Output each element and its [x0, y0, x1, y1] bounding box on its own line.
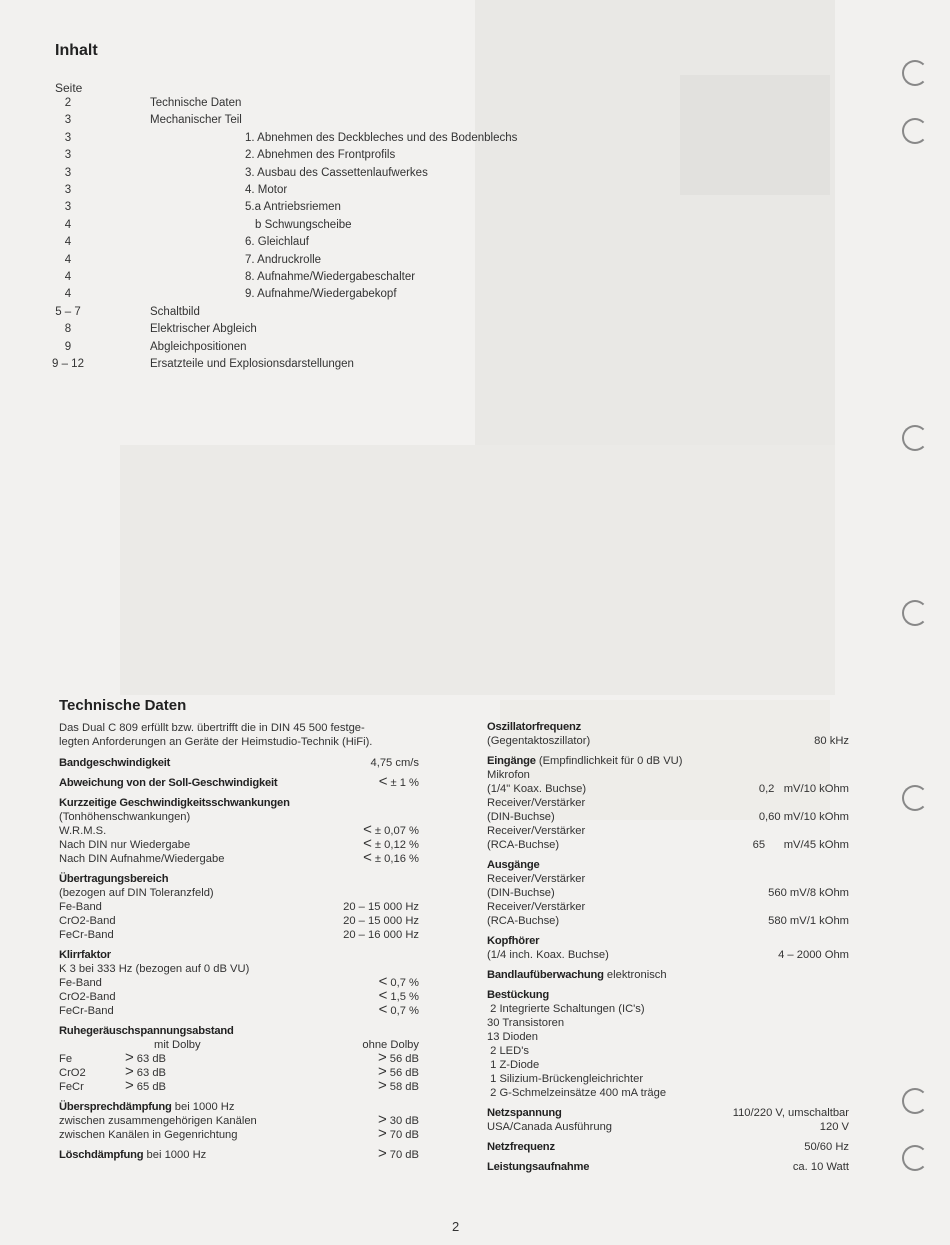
ruhe-ohne-sym: >	[377, 1049, 387, 1066]
band-value: 4,75 cm/s	[370, 757, 419, 769]
klirr-sub: K 3 bei 333 Hz (bezogen auf 0 dB VU)	[59, 963, 250, 975]
uber-row-value: 20 – 16 000 Hz	[343, 929, 419, 941]
bandlauf-label: Bandlaufüberwachung	[487, 969, 604, 981]
toc-page: 4	[64, 288, 72, 301]
toc-entry: 1. Abnehmen des Deckbleches und des Bodenblechs	[245, 131, 518, 144]
osz-value: 80 kHz	[814, 735, 849, 747]
abw-label: Abweichung von der Soll-Geschwindigkeit	[59, 777, 278, 789]
kurz-row-label: W.R.M.S.	[59, 825, 107, 837]
toc-seite-label: Seite	[55, 81, 83, 95]
toc-page: 3	[64, 201, 72, 214]
kurz-title: Kurzzeitige Geschwindigkeitsschwankungen	[59, 797, 290, 809]
ruhe-title: Ruhegeräuschspannungsabstand	[59, 1025, 234, 1037]
toc-entry: 7. Andruckrolle	[245, 253, 322, 266]
aus-line-label: (RCA-Buchse)	[487, 915, 560, 927]
ruhe-row-label: CrO2	[59, 1067, 86, 1079]
toc-entry: 5.a Antriebsriemen	[245, 201, 341, 214]
ubersp-row-label: zwischen zusammengehörigen Kanälen	[59, 1115, 257, 1127]
binder-hole-4	[902, 600, 928, 626]
kurz-sub: (Tonhöhenschwankungen)	[59, 811, 191, 823]
uber-row-value: 20 – 15 000 Hz	[343, 901, 419, 913]
ruhe-ohne-value: 56 dB	[389, 1053, 419, 1065]
leist-value: ca. 10 Watt	[792, 1161, 849, 1173]
ruhe-head-ohne: ohne Dolby	[362, 1039, 419, 1051]
tech-intro-line-1: Das Dual C 809 erfüllt bzw. übertrifft die in DIN 45 500 festge-	[59, 722, 365, 734]
kurz-row-value: ± 0,07 %	[374, 825, 419, 837]
ein-line-value: 0,60 mV/10 kOhm	[758, 811, 849, 823]
klirr-row-value: 0,7 %	[390, 977, 419, 989]
ein-line-label: Receiver/Verstärker	[487, 825, 586, 837]
kurz-row-label: Nach DIN Aufnahme/Wiedergabe	[59, 853, 225, 865]
klirr-row-label: FeCr-Band	[59, 1005, 114, 1017]
ruhe-ohne-value: 56 dB	[389, 1067, 419, 1079]
toc-entry: Elektrischer Abgleich	[150, 323, 257, 336]
binder-hole-2	[902, 118, 928, 144]
abw-sym: <	[378, 773, 388, 790]
binder-hole-6	[902, 1088, 928, 1114]
toc-page: 3	[64, 114, 72, 127]
ruhe-mit-value: 63 dB	[136, 1053, 167, 1065]
aus-line-value: 560 mV/8 kOhm	[768, 887, 849, 899]
netzf-value: 50/60 Hz	[804, 1141, 849, 1153]
kopf-value: 4 – 2000 Ohm	[778, 949, 849, 961]
toc-entry: Mechanischer Teil	[150, 114, 242, 127]
ubersp-row-label: zwischen Kanälen in Gegenrichtung	[59, 1129, 238, 1141]
uber-row-value: 20 – 15 000 Hz	[343, 915, 419, 927]
ubersp-row-value: 30 dB	[389, 1115, 419, 1127]
losch-label: Löschdämpfung	[59, 1149, 144, 1161]
toc-page: 3	[64, 131, 72, 144]
toc-entry: Schaltbild	[150, 305, 200, 318]
uber-title: Übertragungsbereich	[59, 873, 169, 885]
kopf-sub: (1/4 inch. Koax. Buchse)	[487, 949, 609, 961]
losch-suffix: bei 1000 Hz	[146, 1149, 207, 1161]
binder-hole-1	[902, 60, 928, 86]
ein-line-label: (DIN-Buchse)	[487, 811, 555, 823]
best-line: 13 Dioden	[487, 1031, 539, 1043]
kurz-row-sym: <	[363, 821, 372, 838]
klirr-row-value: 0,7 %	[390, 1005, 419, 1017]
aus-line-label: (DIN-Buchse)	[487, 887, 555, 899]
toc-entry: Ersatzteile und Explosionsdarstellungen	[150, 358, 354, 370]
ruhe-ohne-sym: >	[377, 1077, 387, 1094]
klirr-row-value: 1,5 %	[390, 991, 419, 1003]
toc-page: 5 – 7	[55, 305, 81, 318]
klirr-row-sym: <	[378, 1001, 388, 1018]
best-line: 1 Z-Diode	[487, 1059, 540, 1071]
ruhe-mit-sym: >	[125, 1049, 134, 1066]
best-line: 1 Silizium-Brückengleichrichter	[487, 1073, 644, 1085]
leist-label: Leistungsaufnahme	[487, 1161, 590, 1173]
ein-line-label: (1/4" Koax. Buchse)	[487, 783, 587, 795]
best-title: Bestückung	[487, 989, 550, 1001]
klirr-row-sym: <	[378, 973, 388, 990]
ruhe-mit-value: 65 dB	[136, 1081, 167, 1093]
ein-title: Eingänge	[487, 755, 536, 767]
toc-entry: 8. Aufnahme/Wiedergabeschalter	[245, 271, 416, 283]
ruhe-mit-sym: >	[125, 1063, 134, 1080]
toc-page: 4	[64, 271, 72, 283]
ruhe-head-mit: mit Dolby	[154, 1039, 201, 1051]
uber-row-label: Fe-Band	[59, 901, 102, 913]
ubersp-label: Übersprechdämpfung	[59, 1101, 172, 1113]
ubersp-row-sym: >	[377, 1111, 387, 1128]
aus-title: Ausgänge	[487, 859, 540, 871]
losch-value: 70 dB	[389, 1149, 419, 1161]
toc-page: 4	[64, 218, 72, 231]
binder-hole-5	[902, 785, 928, 811]
toc-entry: Technische Daten	[150, 97, 242, 109]
spec-left-column	[59, 756, 419, 1168]
klirr-row-sym: <	[378, 987, 388, 1004]
best-line: 2 Integrierte Schaltungen (IC's)	[487, 1003, 645, 1015]
binder-hole-3	[902, 425, 928, 451]
spec-right-column	[487, 720, 849, 1180]
ein-line-value: 0,2 mV/10 kOhm	[758, 783, 849, 795]
abw-value: ± 1 %	[390, 777, 419, 789]
toc-entry: 6. Gleichlauf	[245, 236, 309, 249]
ein-line-label: (RCA-Buchse)	[487, 839, 560, 851]
uber-row-label: FeCr-Band	[59, 929, 114, 941]
osz-title: Oszillatorfrequenz	[487, 721, 581, 733]
toc-entry: Abgleichpositionen	[150, 340, 247, 353]
toc-page: 9	[64, 340, 72, 353]
toc-entry: 2. Abnehmen des Frontprofils	[245, 149, 396, 162]
toc-page: 2	[64, 97, 72, 109]
klirr-row-label: Fe-Band	[59, 977, 102, 989]
page-number: 2	[452, 1219, 460, 1234]
netz-sub: USA/Canada Ausführung	[487, 1121, 613, 1133]
ein-suffix: (Empfindlichkeit für 0 dB VU)	[538, 755, 683, 767]
toc-entry: b Schwungscheibe	[255, 218, 352, 231]
netz-sub-value: 120 V	[819, 1121, 849, 1133]
ubersp-suffix: bei 1000 Hz	[174, 1101, 235, 1113]
toc-entry: 4. Motor	[245, 184, 288, 196]
ruhe-mit-sym: >	[125, 1077, 134, 1094]
osz-sub: (Gegentaktoszillator)	[487, 735, 591, 747]
toc-entry: 3. Ausbau des Cassettenlaufwerkes	[245, 166, 428, 179]
toc-title: Inhalt	[55, 42, 98, 59]
losch-sym: >	[377, 1145, 387, 1162]
netz-value: 110/220 V, umschaltbar	[732, 1107, 849, 1119]
toc-page: 9 – 12	[52, 358, 84, 370]
band-label: Bandgeschwindigkeit	[59, 757, 171, 769]
netzf-label: Netzfrequenz	[487, 1141, 555, 1153]
bandlauf-value: elektronisch	[606, 969, 667, 981]
toc-page: 4	[64, 253, 72, 266]
kurz-row-value: ± 0,12 %	[374, 839, 419, 851]
best-line: 2 LED's	[487, 1045, 529, 1057]
kurz-row-sym: <	[363, 835, 372, 852]
toc-page: 3	[64, 149, 72, 162]
aus-line-value: 580 mV/1 kOhm	[768, 915, 849, 927]
ruhe-mit-value: 63 dB	[136, 1067, 167, 1079]
kopf-title: Kopfhörer	[487, 935, 540, 947]
aus-line-label: Receiver/Verstärker	[487, 873, 586, 885]
ruhe-row-label: FeCr	[59, 1081, 84, 1093]
aus-line-label: Receiver/Verstärker	[487, 901, 586, 913]
toc-page: 4	[64, 236, 72, 249]
toc-page: 8	[64, 323, 72, 336]
ein-line-label: Receiver/Verstärker	[487, 797, 586, 809]
kurz-row-value: ± 0,16 %	[374, 853, 419, 865]
ruhe-ohne-sym: >	[377, 1063, 387, 1080]
ubersp-row-value: 70 dB	[389, 1129, 419, 1141]
klirr-title: Klirrfaktor	[59, 949, 111, 961]
kurz-row-label: Nach DIN nur Wiedergabe	[59, 839, 191, 851]
toc-page: 3	[64, 184, 72, 196]
ubersp-row-sym: >	[377, 1125, 387, 1142]
ein-line-value: 65 mV/45 kOhm	[752, 839, 849, 851]
binder-hole-7	[902, 1145, 928, 1171]
toc-page: 3	[64, 166, 72, 179]
best-line: 2 G-Schmelzeinsätze 400 mA träge	[487, 1087, 667, 1099]
tech-intro-line-2: legten Anforderungen an Geräte der Heimstudio-Technik (HiFi).	[59, 736, 373, 748]
tech-title: Technische Daten	[59, 697, 187, 714]
best-line: 30 Transistoren	[487, 1017, 565, 1029]
klirr-row-label: CrO2-Band	[59, 991, 116, 1003]
toc-entry: 9. Aufnahme/Wiedergabekopf	[245, 288, 397, 301]
ruhe-row-label: Fe	[59, 1053, 73, 1065]
kurz-row-sym: <	[363, 849, 372, 866]
ein-line-label: Mikrofon	[487, 769, 530, 781]
ruhe-ohne-value: 58 dB	[389, 1081, 419, 1093]
kurz-rows	[59, 821, 419, 866]
uber-row-label: CrO2-Band	[59, 915, 116, 927]
netz-label: Netzspannung	[487, 1107, 562, 1119]
uber-sub: (bezogen auf DIN Toleranzfeld)	[59, 887, 214, 899]
